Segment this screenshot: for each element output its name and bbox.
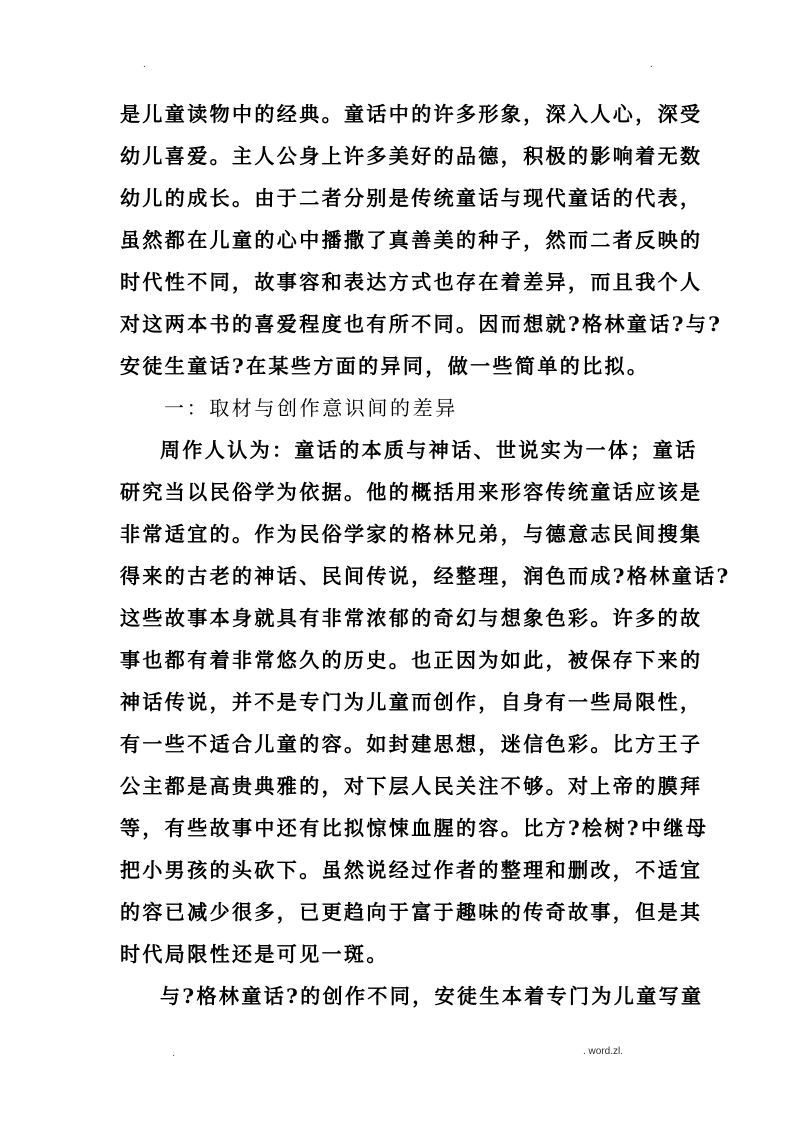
paragraph-line: 把小男孩的头砍下。虽然说经过作者的整理和删改，不适宜: [120, 858, 703, 882]
paragraph-line: 时代局限性还是可见一斑。: [120, 942, 389, 966]
paragraph-line: 是儿童读物中的经典。童话中的许多形象，深入人心，深受: [120, 102, 703, 126]
header-left-mark: .: [143, 59, 146, 70]
paragraph-line: 虽然都在儿童的心中播撒了真善美的种子，然而二者反映的: [120, 228, 703, 252]
paragraph-line: 幼儿的成长。由于二者分别是传统童话与现代童话的代表，: [120, 186, 703, 210]
paragraph-line: 周作人认为：童话的本质与神话、世说实为一体；童话: [160, 438, 698, 462]
paragraph-line: 这些故事本身就具有非常浓郁的奇幻与想象色彩。许多的故: [120, 606, 703, 630]
paragraph-line: 得来的古老的神话、民间传说，经整理，润色而成?格林童话?: [120, 564, 731, 588]
paragraph-line: 幼儿喜爱。主人公身上许多美好的品德，积极的影响着无数: [120, 144, 703, 168]
paragraph-line: 时代性不同，故事容和表达方式也存在着差异，而且我个人: [120, 270, 703, 294]
paragraph-line: 事也都有着非常悠久的历史。也正因为如此，被保存下来的: [120, 648, 703, 672]
paragraph-line: 的容已减少很多，已更趋向于富于趣味的传奇故事，但是其: [120, 900, 703, 924]
footer-left-mark: .: [172, 1048, 175, 1059]
section-heading: 一：取材与创作意识间的差异: [164, 396, 458, 420]
paragraph-line: 非常适宜的。作为民俗学家的格林兄弟，与德意志民间搜集: [120, 522, 703, 546]
paragraph-line: 与?格林童话?的创作不同，安徒生本着专门为儿童写童: [160, 984, 704, 1008]
paragraph-line: 研究当以民俗学为依据。他的概括用来形容传统童话应该是: [120, 480, 703, 504]
document-body: [120, 102, 731, 1028]
paragraph-line: 等，有些故事中还有比拟惊悚血腥的容。比方?桧树?中继母: [120, 816, 709, 840]
footer-watermark: . word.zl.: [583, 1046, 624, 1057]
paragraph-line: 公主都是高贵典雅的，对下层人民关注不够。对上帝的膜拜: [120, 774, 703, 798]
paragraph-line: 安徒生童话?在某些方面的异同，做一些简单的比拟。: [120, 354, 650, 378]
paragraph-line: 神话传说，并不是专门为儿童而创作，自身有一些局限性，: [120, 690, 703, 714]
paragraph-line: 有一些不适合儿童的容。如封建思想，迷信色彩。比方王子: [120, 732, 703, 756]
paragraph-line: 对这两本书的喜爱程度也有所不同。因而想就?格林童话?与?: [120, 312, 723, 336]
header-right-mark: .: [650, 59, 653, 70]
